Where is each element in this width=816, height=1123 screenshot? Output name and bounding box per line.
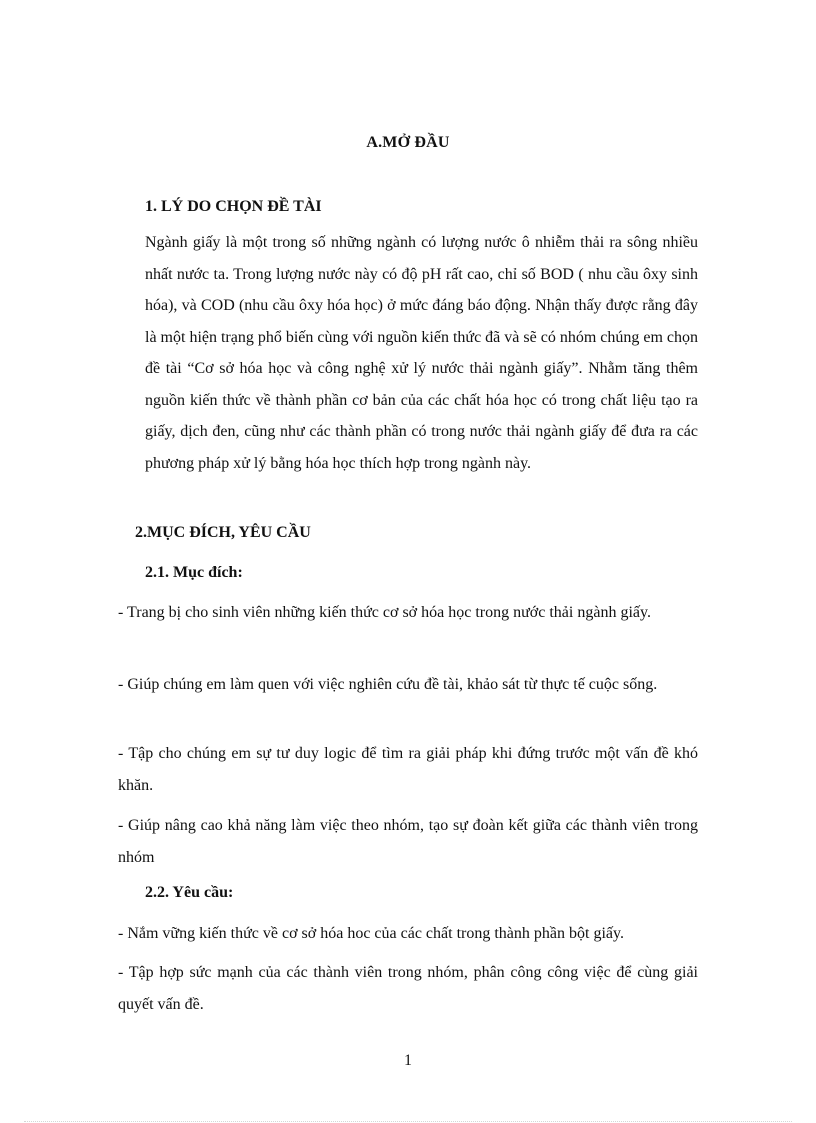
subsection-heading-purpose: 2.1. Mục đích: [145,564,243,581]
requirement-item: - Tập hợp sức mạnh của các thành viên trong nhóm, phân công công việc để cùng giải quyết vấn đề. [118,964,698,1013]
section-heading-purpose-requirements: 2.MỤC ĐÍCH, YÊU CẦU [135,524,311,541]
purpose-item: - Tập cho chúng em sự tư duy logic để tìm ra giải pháp khi đứng trước một vấn đề khó khăn. [118,745,698,794]
document-title: A.MỞ ĐẦU [366,134,450,151]
subsection-heading-requirements: 2.2. Yêu cầu: [145,884,234,901]
requirement-item: - Nắm vững kiến thức về cơ sở hóa hoc của các chất trong thành phần bột giấy. [118,925,624,942]
purpose-item: - Trang bị cho sinh viên những kiến thức cơ sở hóa học trong nước thải ngành giấy. [118,604,651,621]
page-bottom-divider [24,1121,792,1122]
purpose-item: - Giúp chúng em làm quen với việc nghiên cứu đề tài, khảo sát từ thực tế cuộc sống. [118,676,658,693]
page-number: 1 [404,1052,412,1069]
section-paragraph-reason: Ngành giấy là một trong số những ngành có lượng nước ô nhiễm thải ra sông nhiều nhất nước ta. Trong lượng nước này có độ pH rất cao, chỉ số BOD ( nhu cầu ôxy sinh hóa), và COD (nhu cầu ôxy hóa học) ở mức đáng báo động. Nhận thấy được rằng đây là một hiện trạng phổ biến cùng với nguồn kiến thức đã và sẽ có nhóm chúng em chọn đề tài “Cơ sở hóa học và công nghệ xử lý nước thải ngành giấy”. Nhằm tăng thêm nguồn kiến thức về thành phần cơ bản của các chất hóa học có trong chất liệu tạo ra giấy, dịch đen, cũng như các thành phần có trong nước thải ngành giấy để đưa ra các phương pháp xử lý bằng hóa học thích hợp trong ngành này. [145,234,699,472]
section-heading-reason: 1. LÝ DO CHỌN ĐỀ TÀI [145,198,322,215]
purpose-item: - Giúp nâng cao khả năng làm việc theo nhóm, tạo sự đoàn kết giữa các thành viên trong nhóm [118,817,698,866]
